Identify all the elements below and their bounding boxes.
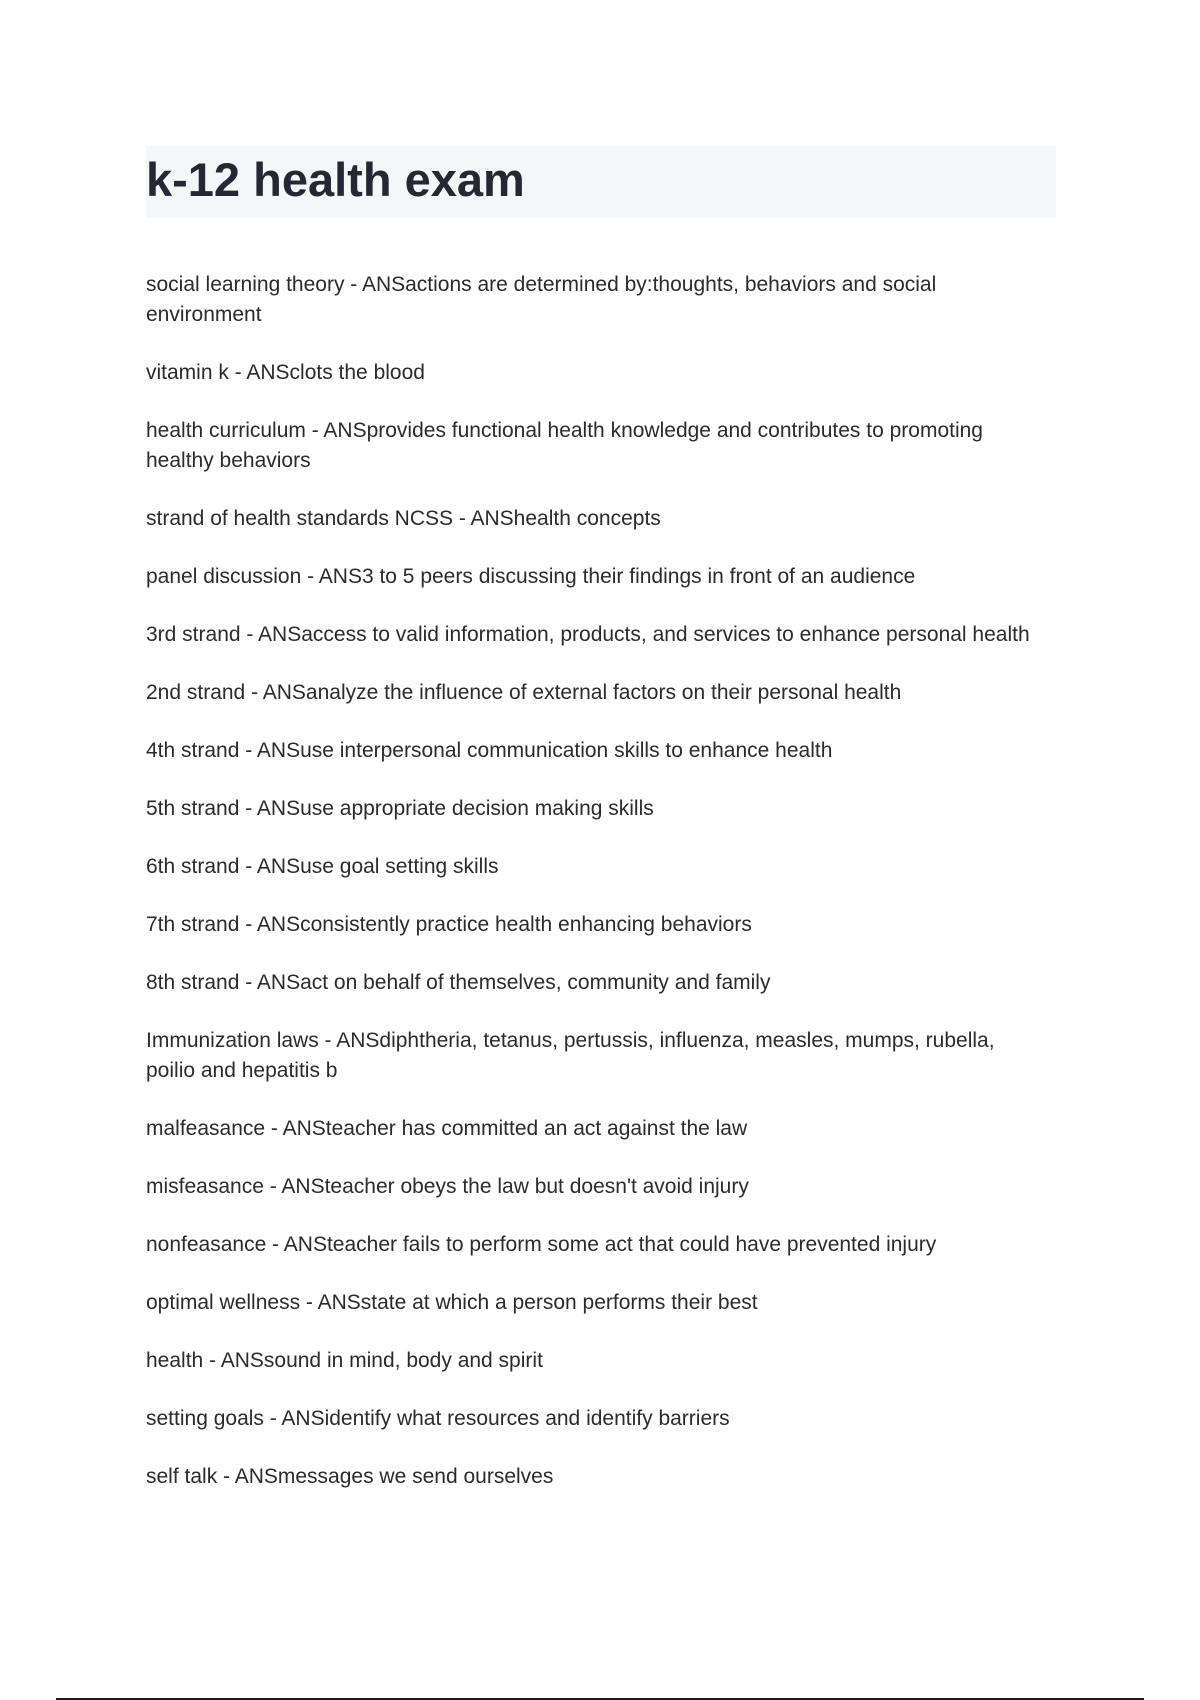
qa-item: 7th strand - ANSconsistently practice health enhancing behaviors [146,913,752,936]
qa-item: Immunization laws - ANSdiphtheria, tetanus, pertussis, influenza, measles, mumps, rubella, poilio and hepatitis b [146,1029,995,1082]
qa-item: health - ANSsound in mind, body and spirit [146,1349,543,1372]
qa-item: strand of health standards NCSS - ANShealth concepts [146,507,661,530]
qa-item: misfeasance - ANSteacher obeys the law but doesn't avoid injury [146,1175,749,1198]
qa-item: panel discussion - ANS3 to 5 peers discussing their findings in front of an audience [146,565,916,588]
qa-item: 5th strand - ANSuse appropriate decision making skills [146,797,654,820]
qa-item: vitamin k - ANSclots the blood [146,361,425,384]
qa-item: health curriculum - ANSprovides functional health knowledge and contributes to promoting healthy behaviors [146,419,983,472]
qa-item: 4th strand - ANSuse interpersonal communication skills to enhance health [146,739,833,762]
qa-item: 2nd strand - ANSanalyze the influence of external factors on their personal health [146,681,902,704]
qa-item: malfeasance - ANSteacher has committed an act against the law [146,1117,748,1140]
qa-item: 8th strand - ANSact on behalf of themselves, community and family [146,971,771,994]
title-banner [146,146,1056,218]
qa-item: social learning theory - ANSactions are determined by:thoughts, behaviors and social environment [146,273,937,326]
qa-list [146,270,1046,1520]
qa-item: 3rd strand - ANSaccess to valid information, products, and services to enhance personal health [146,623,1030,646]
qa-item: nonfeasance - ANSteacher fails to perform some act that could have prevented injury [146,1233,937,1256]
qa-item: setting goals - ANSidentify what resources and identify barriers [146,1407,730,1430]
qa-item: 6th strand - ANSuse goal setting skills [146,855,499,878]
page-title: k-12 health exam [146,153,525,206]
qa-item: optimal wellness - ANSstate at which a person performs their best [146,1291,758,1314]
qa-item: self talk - ANSmessages we send ourselves [146,1465,554,1488]
